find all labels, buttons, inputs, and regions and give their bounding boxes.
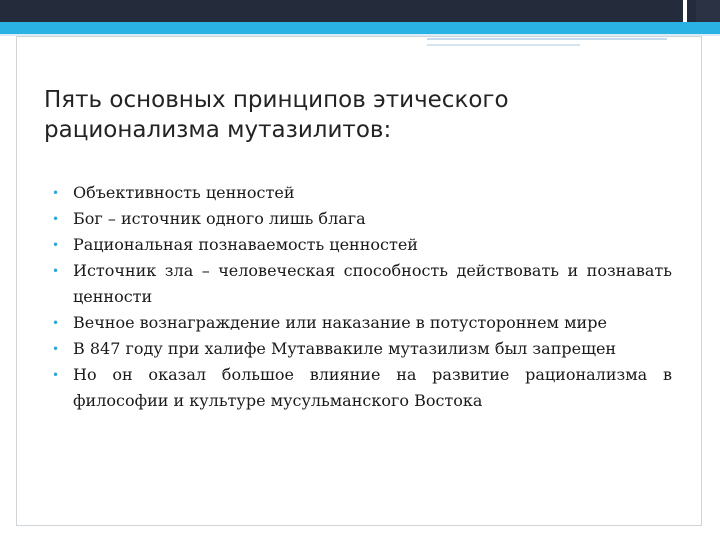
list-item [52,232,672,258]
list-item-text: Но он оказал большое влияние на развитие рационализма в философии и культуре мусульманского Востока [73,365,672,410]
list-item [52,258,672,310]
bullet-icon: • [52,264,60,278]
bullet-icon: • [52,342,60,356]
bullet-icon: • [52,212,60,226]
list-item-text: Объективность ценностей [73,183,295,202]
bullet-icon: • [52,368,60,382]
list-item-text: Рациональная познаваемость ценностей [73,235,418,254]
list-item-text: Бог – источник одного лишь блага [73,209,366,228]
slide-title-line-1: Пять основных принципов этического [44,87,509,113]
bullet-list [52,180,672,414]
bullet-icon: • [52,186,60,200]
list-item-text: Источник зла – человеческая способность действовать и познавать ценности [73,261,672,306]
header-accent-band [0,22,720,34]
list-item [52,310,672,336]
slide-title [44,85,644,145]
bullet-icon: • [52,238,60,252]
list-item [52,336,672,362]
bullet-icon: • [52,316,60,330]
list-item-text: В 847 году при халифе Мутаввакиле мутазилизм был запрещен [73,339,617,358]
header-corner-block [696,0,720,22]
list-item [52,206,672,232]
slide-title-line-2: рационализма мутазилитов: [44,117,392,143]
list-item-text: Вечное вознаграждение или наказание в потустороннем мире [73,313,607,332]
header-notch [683,0,687,22]
list-item [52,180,672,206]
header-bar [0,0,720,22]
list-item [52,362,672,414]
